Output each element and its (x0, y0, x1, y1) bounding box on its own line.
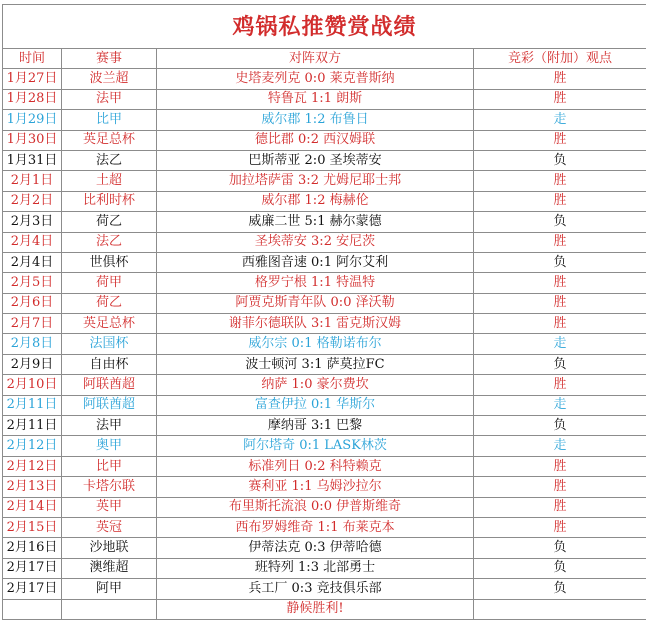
row-event: 波兰超 (62, 69, 157, 89)
row-event: 沙地联 (62, 538, 157, 558)
row-result: 胜 (474, 69, 647, 89)
row-result: 胜 (474, 497, 647, 517)
row-match: 摩纳哥 3:1 巴黎 (157, 416, 474, 436)
table-row (3, 579, 647, 599)
row-match: 阿贾克斯青年队 0:0 泽沃勒 (157, 293, 474, 313)
title-row (3, 5, 647, 49)
row-result: 胜 (474, 191, 647, 211)
row-match: 特鲁瓦 1:1 朗斯 (157, 89, 474, 109)
footer-row (3, 599, 647, 619)
row-match: 布里斯托流浪 0:0 伊普斯维奇 (157, 497, 474, 517)
row-event: 法甲 (62, 416, 157, 436)
table-row (3, 334, 647, 354)
row-date: 1月30日 (3, 130, 62, 150)
row-match: 标准列日 0:2 科特赖克 (157, 456, 474, 476)
row-event: 荷乙 (62, 293, 157, 313)
row-result: 负 (474, 212, 647, 232)
header-view: 竞彩（附加）观点 (474, 49, 647, 69)
row-result: 走 (474, 110, 647, 130)
table-row (3, 436, 647, 456)
row-date: 2月6日 (3, 293, 62, 313)
row-result: 胜 (474, 456, 647, 476)
table-row (3, 314, 647, 334)
footer-empty-cell (62, 599, 157, 619)
row-date: 2月8日 (3, 334, 62, 354)
row-result: 负 (474, 558, 647, 578)
row-result: 走 (474, 395, 647, 415)
table-row (3, 456, 647, 476)
header-time: 时间 (3, 49, 62, 69)
row-date: 2月15日 (3, 517, 62, 537)
row-event: 奥甲 (62, 436, 157, 456)
row-match: 巴斯蒂亚 2:0 圣埃蒂安 (157, 150, 474, 170)
row-match: 威尔宗 0:1 格勒诺布尔 (157, 334, 474, 354)
footer-empty-cell (3, 599, 62, 619)
table-row (3, 191, 647, 211)
table-row (3, 354, 647, 374)
row-date: 2月4日 (3, 252, 62, 272)
footer-text: 静候胜利! (157, 599, 474, 619)
row-result: 负 (474, 538, 647, 558)
table-row (3, 375, 647, 395)
row-date: 1月31日 (3, 150, 62, 170)
table-row (3, 416, 647, 436)
row-match: 伊蒂法克 0:3 伊蒂哈德 (157, 538, 474, 558)
row-match: 班特列 1:3 北部勇士 (157, 558, 474, 578)
row-match: 谢菲尔德联队 3:1 雷克斯汉姆 (157, 314, 474, 334)
row-match: 阿尔塔奇 0:1 LASK林茨 (157, 436, 474, 456)
row-event: 比利时杯 (62, 191, 157, 211)
table-row (3, 130, 647, 150)
results-table (2, 4, 647, 620)
row-event: 法乙 (62, 232, 157, 252)
row-match: 西布罗姆维奇 1:1 布莱克本 (157, 517, 474, 537)
row-event: 卡塔尔联 (62, 477, 157, 497)
table-row (3, 517, 647, 537)
table-row (3, 232, 647, 252)
row-result: 负 (474, 354, 647, 374)
row-result: 胜 (474, 314, 647, 334)
row-result: 胜 (474, 273, 647, 293)
row-match: 威尔郡 1:2 布鲁日 (157, 110, 474, 130)
row-result: 走 (474, 334, 647, 354)
table-row (3, 477, 647, 497)
row-result: 胜 (474, 130, 647, 150)
row-event: 世俱杯 (62, 252, 157, 272)
row-date: 2月11日 (3, 395, 62, 415)
row-event: 比甲 (62, 110, 157, 130)
table-row (3, 558, 647, 578)
row-result: 负 (474, 150, 647, 170)
row-event: 自由杯 (62, 354, 157, 374)
row-match: 威尔郡 1:2 梅赫伦 (157, 191, 474, 211)
row-result: 胜 (474, 293, 647, 313)
table-row (3, 110, 647, 130)
row-match: 威廉二世 5:1 赫尔蒙德 (157, 212, 474, 232)
row-date: 2月7日 (3, 314, 62, 334)
row-result: 胜 (474, 517, 647, 537)
row-date: 2月3日 (3, 212, 62, 232)
row-event: 法国杯 (62, 334, 157, 354)
row-event: 英甲 (62, 497, 157, 517)
row-date: 1月28日 (3, 89, 62, 109)
row-event: 阿甲 (62, 579, 157, 599)
row-date: 2月9日 (3, 354, 62, 374)
row-match: 圣埃蒂安 3:2 安尼茨 (157, 232, 474, 252)
row-result: 胜 (474, 232, 647, 252)
row-result: 负 (474, 416, 647, 436)
row-date: 1月29日 (3, 110, 62, 130)
table-row (3, 497, 647, 517)
row-result: 胜 (474, 375, 647, 395)
row-event: 法乙 (62, 150, 157, 170)
table-row (3, 252, 647, 272)
row-event: 荷乙 (62, 212, 157, 232)
row-date: 2月12日 (3, 436, 62, 456)
page-title: 鸡锅私推赞赏战绩 (3, 5, 647, 49)
row-match: 西雅图音速 0:1 阿尔艾利 (157, 252, 474, 272)
row-result: 胜 (474, 477, 647, 497)
row-match: 波士顿河 3:1 萨莫拉FC (157, 354, 474, 374)
table-row (3, 538, 647, 558)
row-match: 德比郡 0:2 西汉姆联 (157, 130, 474, 150)
row-match: 兵工厂 0:3 竞技俱乐部 (157, 579, 474, 599)
page-edge (646, 0, 650, 637)
table-row (3, 293, 647, 313)
table-row (3, 273, 647, 293)
row-date: 2月10日 (3, 375, 62, 395)
row-match: 加拉塔萨雷 3:2 尤姆尼耶士邦 (157, 171, 474, 191)
row-date: 2月17日 (3, 579, 62, 599)
table-row (3, 171, 647, 191)
row-date: 2月11日 (3, 416, 62, 436)
row-date: 2月5日 (3, 273, 62, 293)
row-event: 阿联酋超 (62, 375, 157, 395)
row-date: 2月4日 (3, 232, 62, 252)
row-date: 1月27日 (3, 69, 62, 89)
row-result: 胜 (474, 171, 647, 191)
row-match: 富查伊拉 0:1 华斯尔 (157, 395, 474, 415)
row-event: 土超 (62, 171, 157, 191)
row-match: 史塔麦列克 0:0 莱克普斯纳 (157, 69, 474, 89)
table-row (3, 212, 647, 232)
table-row (3, 150, 647, 170)
footer-empty-cell (474, 599, 647, 619)
row-date: 2月12日 (3, 456, 62, 476)
row-event: 英足总杯 (62, 314, 157, 334)
header-row (3, 49, 647, 69)
row-date: 2月16日 (3, 538, 62, 558)
row-date: 2月17日 (3, 558, 62, 578)
row-result: 走 (474, 436, 647, 456)
row-event: 澳维超 (62, 558, 157, 578)
row-match: 格罗宁根 1:1 特温特 (157, 273, 474, 293)
row-event: 比甲 (62, 456, 157, 476)
row-date: 2月14日 (3, 497, 62, 517)
row-date: 2月1日 (3, 171, 62, 191)
row-result: 胜 (474, 89, 647, 109)
row-event: 阿联酋超 (62, 395, 157, 415)
row-date: 2月13日 (3, 477, 62, 497)
row-match: 赛利亚 1:1 乌姆沙拉尔 (157, 477, 474, 497)
header-matchup: 对阵双方 (157, 49, 474, 69)
row-result: 负 (474, 252, 647, 272)
row-event: 法甲 (62, 89, 157, 109)
header-event: 赛事 (62, 49, 157, 69)
table-row (3, 69, 647, 89)
table-row (3, 395, 647, 415)
row-event: 荷甲 (62, 273, 157, 293)
row-result: 负 (474, 579, 647, 599)
row-event: 英足总杯 (62, 130, 157, 150)
row-match: 纳萨 1:0 豪尔费坎 (157, 375, 474, 395)
table-row (3, 89, 647, 109)
row-date: 2月2日 (3, 191, 62, 211)
row-event: 英冠 (62, 517, 157, 537)
